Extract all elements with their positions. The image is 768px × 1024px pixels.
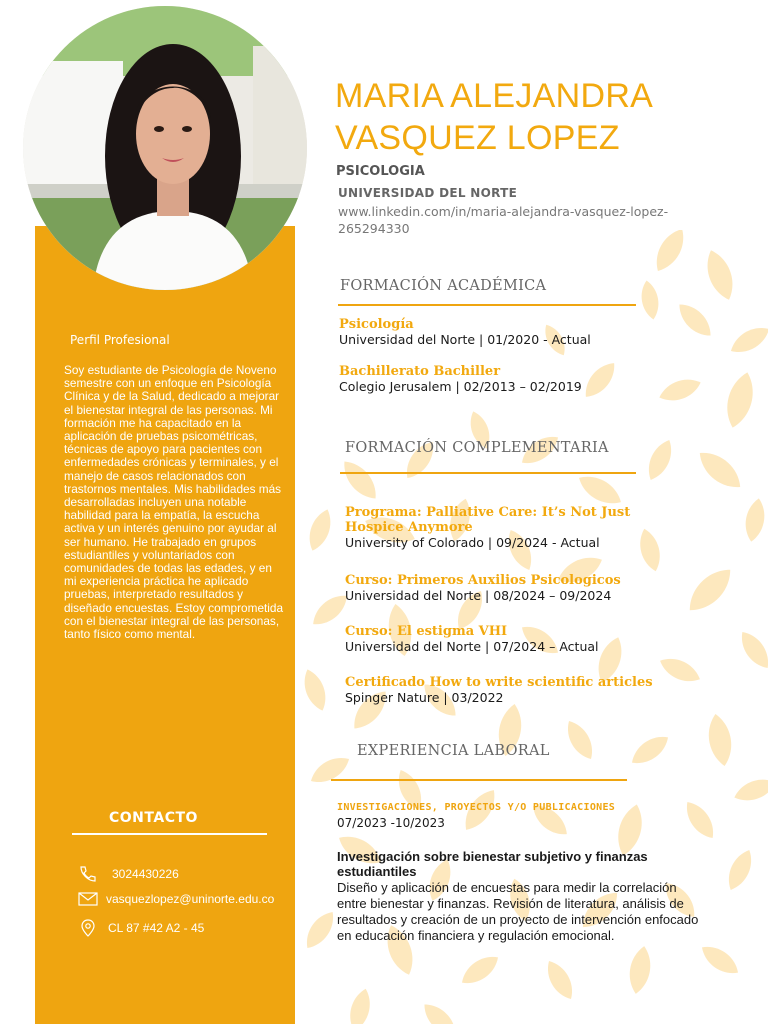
complementary-divider — [340, 472, 636, 474]
experience-divider — [331, 779, 627, 781]
experience-section-title: EXPERIENCIA LABORAL — [357, 743, 550, 759]
contact-section-title: CONTACTO — [109, 810, 198, 826]
complementary-item-detail: Spinger Nature | 03/2022 — [345, 690, 504, 705]
name-line-1: MARIA ALEJANDRA — [335, 77, 654, 115]
complementary-item-detail: Universidad del Norte | 07/2024 – Actual — [345, 639, 599, 654]
phone-icon — [78, 865, 100, 883]
complementary-item — [345, 573, 675, 604]
experience-job-title: Investigación sobre bienestar subjetivo y finanzas estudiantiles — [337, 849, 648, 879]
complementary-item-title: Programa: Palliative Care: It’s Not Just Hospice Anymore — [345, 505, 631, 535]
complementary-item-title: Certificado How to write scientific articles — [345, 675, 653, 690]
candidate-name — [335, 75, 653, 159]
complementary-item-detail: Universidad del Norte | 08/2024 – 09/2024 — [345, 588, 612, 603]
location-icon — [78, 918, 98, 938]
complementary-item-title: Curso: Primeros Auxilios Psicologicos — [345, 573, 621, 588]
experience-date: 07/2023 -10/2023 — [337, 816, 445, 830]
experience-description: Diseño y aplicación de encuestas para medir la correlación entre bienestar y finanzas. Revisión de literatura, análisis de resultados y creación de un proyecto de intervención enfocado en educación financiera y regulación emocional. — [337, 880, 699, 943]
profile-photo — [23, 6, 307, 290]
education-item-title: Psicología — [339, 317, 414, 332]
complementary-section-title: FORMACIÓN COMPLEMENTARIA — [345, 440, 609, 456]
education-section-title: FORMACIÓN ACADÉMICA — [340, 278, 547, 294]
complementary-item-detail: University of Colorado | 09/2024 - Actual — [345, 535, 600, 550]
education-item-title: Bachillerato Bachiller — [339, 364, 501, 379]
experience-category: INVESTIGACIONES, PROYECTOS Y/O PUBLICACIONES — [337, 802, 616, 813]
contact-email-value[interactable]: vasquezlopez@uninorte.edu.co — [106, 892, 275, 906]
complementary-item — [345, 675, 675, 706]
contact-phone — [78, 864, 179, 884]
university-name: UNIVERSIDAD DEL NORTE — [338, 186, 518, 200]
contact-divider — [72, 833, 267, 835]
mail-icon — [78, 891, 98, 907]
complementary-item — [345, 624, 675, 655]
education-divider — [338, 304, 636, 306]
education-item — [339, 317, 669, 348]
contact-phone-value[interactable]: 3024430226 — [112, 867, 179, 881]
education-item-detail: Colegio Jerusalem | 02/2013 – 02/2019 — [339, 379, 582, 394]
profile-section-title: Perfil Profesional — [70, 333, 170, 347]
contact-email — [78, 889, 274, 909]
complementary-item-title: Curso: El estigma VHI — [345, 624, 508, 639]
career-title: PSICOLOGIA — [336, 164, 425, 179]
contact-address-value: CL 87 #42 A2 - 45 — [108, 921, 205, 935]
complementary-item — [345, 505, 675, 551]
education-item-detail: Universidad del Norte | 01/2020 - Actual — [339, 332, 591, 347]
linkedin-link[interactable]: www.linkedin.com/in/maria-alejandra-vasquez-lopez-265294330 — [338, 204, 669, 236]
education-item — [339, 364, 669, 395]
name-line-2: VASQUEZ LOPEZ — [335, 119, 620, 157]
profile-summary-text: Soy estudiante de Psicología de Noveno semestre con un enfoque en Psicología Clínica y de la Salud, dedicado a mejorar el bienestar integral de las personas. Mi formación me ha capacitado en la aplicación de pruebas psicométricas, técnicas de apoyo para pacientes con enfermedades crónicas y terminales, y el manejo de casos relacionados con trastornos mentales. Mis habilidades más desarrolladas incluyen una notable habilidad para la empatía, la escucha activa y un interés genuino por ayudar al ser humano. He trabajado en grupos estudiantiles y voluntariados con comunidades de todas las edades, y en mi experiencia práctica he aplicado pruebas, interpretado resultados y diseñado encuestas. Estoy comprometida con el bienestar integral de las personas, tanto físico como mental. — [64, 363, 284, 642]
contact-address — [78, 918, 204, 938]
